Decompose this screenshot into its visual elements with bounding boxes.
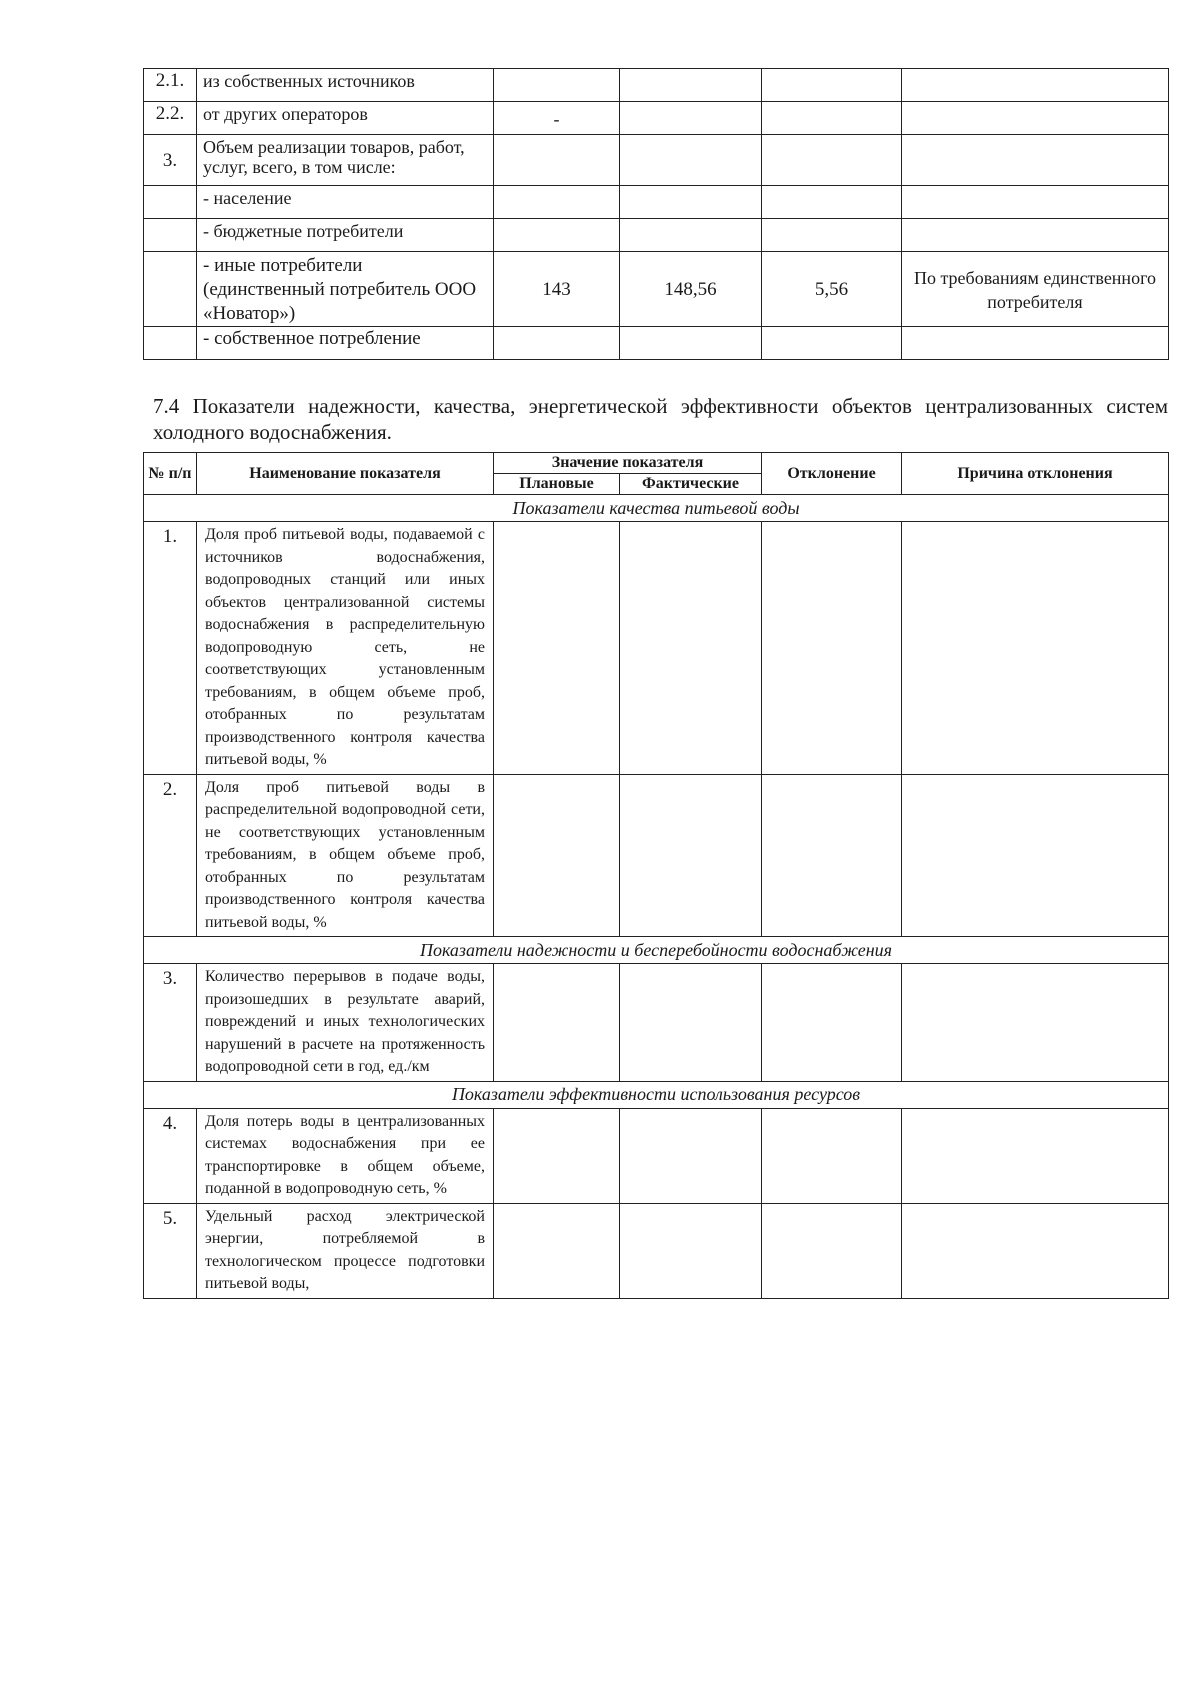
- row-reason: [902, 102, 1169, 135]
- row-deviation: [762, 522, 902, 775]
- row-reason: [902, 964, 1169, 1082]
- row-plan: [494, 327, 620, 360]
- section-number: 7.4: [153, 394, 180, 418]
- row-deviation: 5,56: [762, 252, 902, 327]
- row-fact: 148,56: [620, 252, 762, 327]
- row-number: [144, 327, 197, 360]
- row-fact: [620, 186, 762, 219]
- header-value-group: Значение показателя: [494, 453, 762, 474]
- row-name: Удельный расход электрической энергии, потребляемой в технологическом процессе подготовки питьевой воды,: [197, 1203, 494, 1298]
- row-fact: [620, 522, 762, 775]
- row-plan: [494, 219, 620, 252]
- group-row: [144, 1081, 1169, 1108]
- row-name: Доля потерь воды в централизованных системах водоснабжения при ее транспортировке в общем объеме, поданной в водопроводную сеть, %: [197, 1108, 494, 1203]
- row-plan: [494, 69, 620, 102]
- indicators-table: [143, 452, 1169, 1299]
- row-name: Количество перерывов в подаче воды, произошедших в результате аварий, повреждений и иных технологических нарушений в расчете на протяженность водопроводной сети в год, ед./км: [197, 964, 494, 1082]
- table-row: [144, 1108, 1169, 1203]
- row-fact: [620, 774, 762, 937]
- row-name: от других операторов: [197, 102, 494, 135]
- row-reason: По требованиям единственного потребителя: [902, 252, 1169, 327]
- row-fact: [620, 1108, 762, 1203]
- table-row: [144, 774, 1169, 937]
- table-row: [144, 327, 1169, 360]
- header-deviation: Отклонение: [762, 453, 902, 495]
- group-title: Показатели надежности и бесперебойности водоснабжения: [144, 937, 1169, 964]
- row-name: - бюджетные потребители: [197, 219, 494, 252]
- row-name: - иные потребители (единственный потребитель ООО «Новатор»): [197, 252, 494, 327]
- row-reason: [902, 219, 1169, 252]
- row-number: 5.: [144, 1203, 197, 1298]
- table-row: [144, 69, 1169, 102]
- row-fact: [620, 1203, 762, 1298]
- row-name: Объем реализации товаров, работ, услуг, всего, в том числе:: [197, 135, 494, 186]
- row-plan: [494, 186, 620, 219]
- row-plan: [494, 1108, 620, 1203]
- row-deviation: [762, 327, 902, 360]
- header-name: Наименование показателя: [197, 453, 494, 495]
- row-deviation: [762, 219, 902, 252]
- row-deviation: [762, 135, 902, 186]
- table-row: [144, 964, 1169, 1082]
- header-plan: Плановые: [494, 474, 620, 495]
- row-plan: 143: [494, 252, 620, 327]
- row-number: 1.: [144, 522, 197, 775]
- row-plan: -: [494, 102, 620, 135]
- header-num: № п/п: [144, 453, 197, 495]
- section-heading: [153, 393, 1168, 445]
- row-number: 4.: [144, 1108, 197, 1203]
- table-row: [144, 1203, 1169, 1298]
- row-name: из собственных источников: [197, 69, 494, 102]
- row-reason: [902, 186, 1169, 219]
- row-reason: [902, 1108, 1169, 1203]
- row-reason: [902, 327, 1169, 360]
- row-fact: [620, 964, 762, 1082]
- row-deviation: [762, 774, 902, 937]
- volume-table: [143, 68, 1169, 360]
- row-name: - население: [197, 186, 494, 219]
- row-number: 2.1.: [144, 69, 197, 102]
- row-deviation: [762, 69, 902, 102]
- row-reason: [902, 135, 1169, 186]
- row-name: - собственное потребление: [197, 327, 494, 360]
- row-deviation: [762, 964, 902, 1082]
- table-row: [144, 102, 1169, 135]
- row-number: [144, 252, 197, 327]
- row-reason: [902, 69, 1169, 102]
- row-number: 2.: [144, 774, 197, 937]
- row-fact: [620, 102, 762, 135]
- table-row: [144, 252, 1169, 327]
- row-fact: [620, 219, 762, 252]
- header-row: [144, 453, 1169, 474]
- header-reason: Причина отклонения: [902, 453, 1169, 495]
- row-plan: [494, 774, 620, 937]
- row-plan: [494, 522, 620, 775]
- row-deviation: [762, 102, 902, 135]
- row-number: [144, 186, 197, 219]
- row-deviation: [762, 186, 902, 219]
- group-title: Показатели качества питьевой воды: [144, 495, 1169, 522]
- row-deviation: [762, 1203, 902, 1298]
- row-number: 2.2.: [144, 102, 197, 135]
- row-reason: [902, 1203, 1169, 1298]
- row-fact: [620, 135, 762, 186]
- row-fact: [620, 327, 762, 360]
- table-row: [144, 135, 1169, 186]
- row-reason: [902, 774, 1169, 937]
- group-row: [144, 495, 1169, 522]
- row-plan: [494, 1203, 620, 1298]
- table-row: [144, 522, 1169, 775]
- row-fact: [620, 69, 762, 102]
- table-row: [144, 186, 1169, 219]
- row-name: Доля проб питьевой воды, подаваемой с источников водоснабжения, водопроводных станций или иных объектов централизованной системы водоснабжения в распределительную водопроводную сеть, не соответствующих установленным требованиям, в общем объеме проб, отобранных по результатам производственного контроля качества питьевой воды, %: [197, 522, 494, 775]
- header-fact: Фактические: [620, 474, 762, 495]
- group-row: [144, 937, 1169, 964]
- row-number: 3.: [144, 135, 197, 186]
- group-title: Показатели эффективности использования ресурсов: [144, 1081, 1169, 1108]
- row-number: 3.: [144, 964, 197, 1082]
- row-number: [144, 219, 197, 252]
- row-plan: [494, 135, 620, 186]
- section-title: Показатели надежности, качества, энергетической эффективности объектов централизованных систем холодного водоснабжения.: [153, 394, 1169, 444]
- row-plan: [494, 964, 620, 1082]
- table-row: [144, 219, 1169, 252]
- row-reason: [902, 522, 1169, 775]
- row-deviation: [762, 1108, 902, 1203]
- row-name: Доля проб питьевой воды в распределительной водопроводной сети, не соответствующих установленным требованиям, в общем объеме проб, отобранных по результатам производственного контроля качества питьевой воды, %: [197, 774, 494, 937]
